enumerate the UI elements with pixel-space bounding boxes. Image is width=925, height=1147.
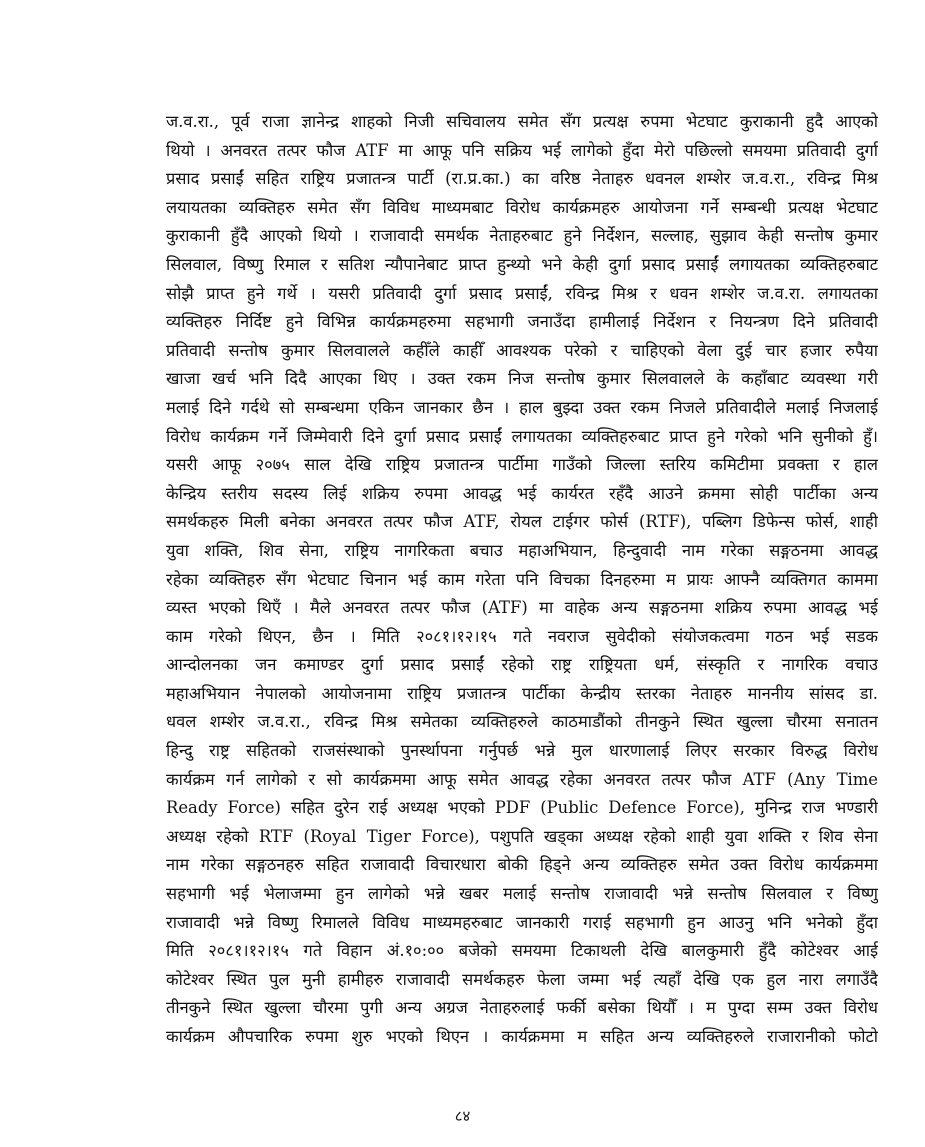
body-text xyxy=(166,108,878,1052)
text-line: Ready Force) सहित दुरेन राई अध्यक्ष भएको PDF (Public Defence Force), मुनिन्द्र राज भण्डारी xyxy=(166,798,878,818)
text-line: तीनकुने स्थित खुल्ला चौरमा पुगी अन्य अग्रज नेताहरुलाई फर्की बसेका थियौँ । म पुग्दा सम्म उक्त विरोध xyxy=(166,998,878,1018)
text-line: मलाई दिने गर्दथे सो सम्बन्धमा एकिन जानकार छैन । हाल बुझ्दा उक्त रकम निजले प्रतिवादीले मलाई निजलाई xyxy=(166,397,878,417)
text-line: धवल शम्शेर ज.व.रा., रविन्द्र मिश्र समेतका व्यक्तिहरुले काठमाडौंको तीनकुने स्थित खुल्ला चौरमा सनातन xyxy=(166,712,878,732)
text-line: कार्यक्रम औपचारिक रुपमा शुरु भएको थिएन । कार्यक्रममा म सहित अन्य व्यक्तिहरुले राजारानीको फोटो xyxy=(166,1027,878,1046)
text-line: रहेका व्यक्तिहरु सँग भेटघाट चिनान भई काम गरेता पनि विचका दिनहरुमा म प्रायः आफ्नै व्यक्तिगत काममा xyxy=(166,569,878,589)
text-line: प्रतिवादी सन्तोष कुमार सिलवालले कहीँले काहीँ आवश्यक परेको र चाहिएको वेला दुई चार हजार रुपैया xyxy=(166,340,878,360)
text-line: थियो । अनवरत तत्पर फौज ATF मा आफू पनि सक्रिय भई लागेको हुँदा मेरो पछिल्लो समयमा प्रतिवादी दुर्गा xyxy=(166,140,878,160)
text-line: कुराकानी हुँदै आएको थियो । राजावादी समर्थक नेताहरुबाट हुने निर्देशन, सल्लाह, सुझाव केही सन्तोष कुमार xyxy=(166,226,878,246)
text-line: अध्यक्ष रहेको RTF (Royal Tiger Force), पशुपति खड्का अध्यक्ष रहेको शाही युवा शक्ति र शिव सेना xyxy=(166,826,878,846)
text-line: महाअभियान नेपालको आयोजनामा राष्ट्रिय प्रजातन्त्र पार्टीका केन्द्रीय स्तरका नेताहरु माननीय सांसद डा. xyxy=(166,683,878,703)
text-line: मिति २०८१।१२।१५ गते विहान अं.१०:०० बजेको समयमा टिकाथली देखि बालकुमारी हुँदै कोटेश्वर आई xyxy=(166,941,878,961)
text-line: केन्द्रिय स्तरीय सदस्य लिई शक्रिय रुपमा आवद्ध भई कार्यरत रहँदै आउने क्रममा सोही पार्टीका अन्य xyxy=(166,483,878,503)
text-line: लयायतका व्यक्तिहरु समेत सँग विविध माध्यमबाट विरोध कार्यक्रमहरु आयोजना गर्ने सम्बन्धी प्रत्यक्ष भेटघाट xyxy=(166,197,878,217)
text-line: सहभागी भई भेलाजम्मा हुन लागेको भन्ने खबर मलाई सन्तोष राजावादी भन्ने सन्तोष सिलवाल र विष्णु xyxy=(166,884,878,904)
text-line: व्यक्तिहरु निर्दिष्ट हुने विभिन्न कार्यक्रमहरुमा सहभागी जनाउँदा हामीलाई निर्देशन र नियन्त्रण दिने प्रतिवादी xyxy=(166,312,878,332)
text-line: युवा शक्ति, शिव सेना, राष्ट्रिय नागरिकता बचाउ महाअभियान, हिन्दुवादी नाम गरेका सङ्गठनमा आवद्ध xyxy=(166,540,878,560)
text-line: विरोध कार्यक्रम गर्ने जिम्मेवारी दिने दुर्गा प्रसाद प्रसाईं लगायतका व्यक्तिहरुबाट प्राप्त हुने गरेको भनि सुनीको हुँ। xyxy=(166,426,878,446)
text-line: कार्यक्रम गर्न लागेको र सो कार्यक्रममा आफू समेत आवद्ध रहेका अनवरत तत्पर फौज ATF (Any Time xyxy=(166,769,878,789)
text-line: सिलवाल, विष्णु रिमाल र सतिश न्यौपानेबाट प्राप्त हुन्थ्यो भने केही दुर्गा प्रसाद प्रसाईं लगायतका व्यक्तिहरुबाट xyxy=(166,254,878,274)
text-line: हिन्दु राष्ट्र सहितको राजसंस्थाको पुनर्स्थापना गर्नुपर्छ भन्ने मुल धारणालाई लिएर सरकार विरुद्ध विरोध xyxy=(166,741,878,761)
text-line: व्यस्त भएको थिएँ । मैले अनवरत तत्पर फौज (ATF) मा वाहेक अन्य सङ्गठनमा शक्रिय रुपमा आवद्ध भई xyxy=(166,598,878,618)
text-line: ज.व.रा., पूर्व राजा ज्ञानेन्द्र शाहको निजी सचिवालय समेत सँग प्रत्यक्ष रुपमा भेटघाट कुराकानी हुदै आएको xyxy=(166,112,878,131)
text-line: यसरी आफू २०७५ साल देखि राष्ट्रिय प्रजातन्त्र पार्टीमा गाउँको जिल्ला स्तरिय कमिटीमा प्रवक्ता र हाल xyxy=(166,455,878,475)
text-line: खाजा खर्च भनि दिदै आएका थिए । उक्त रकम निज सन्तोष कुमार सिलवालले के कहाँबाट व्यवस्था गरी xyxy=(166,369,878,389)
text-line: आन्दोलनका जन कमाण्डर दुर्गा प्रसाद प्रसाईं रहेको राष्ट्र राष्ट्रियता धर्म, संस्कृति र नागरिक वचाउ xyxy=(166,655,878,675)
text-line: सोझै प्राप्त हुने गर्थे । यसरी प्रतिवादी दुर्गा प्रसाद प्रसाईं, रविन्द्र मिश्र र धवन शम्शेर ज.व.रा. लगायतका xyxy=(166,283,878,303)
text-line: काम गरेको थिएन, छैन । मिति २०८१।१२।१५ गते नवराज सुवेदीको संयोजकत्वमा गठन भई सडक xyxy=(166,626,878,646)
text-line: समर्थकहरु मिली बनेका अनवरत तत्पर फौज ATF, रोयल टाईगर फोर्स (RTF), पब्लिग डिफेन्स फोर्स, शाही xyxy=(166,512,878,532)
text-line: राजावादी भन्ने विष्णु रिमालले विविध माध्यमहरुबाट जानकारी गराई सहभागी हुन आउनु भनि भनेको हुँदा xyxy=(166,912,878,932)
text-line: प्रसाद प्रसाईं सहित राष्ट्रिय प्रजातन्त्र पार्टी (रा.प्र.का.) का वरिष्ठ नेताहरु धवनल शम्शेर ज.व.रा., रविन्द्र मिश्र xyxy=(166,169,878,189)
page-number: ८४ xyxy=(454,1107,471,1125)
text-line: कोटेश्वर स्थित पुल मुनी हामीहरु राजावादी समर्थकहरु फेला जम्मा भई त्यहाँ देखि एक हुल नारा लगाउँदै xyxy=(166,969,878,989)
text-line: नाम गरेका सङ्गठनहरु सहित राजावादी विचारधारा बोकी हिड्ने अन्य व्यक्तिहरु समेत उक्त विरोध कार्यक्रममा xyxy=(166,855,878,875)
